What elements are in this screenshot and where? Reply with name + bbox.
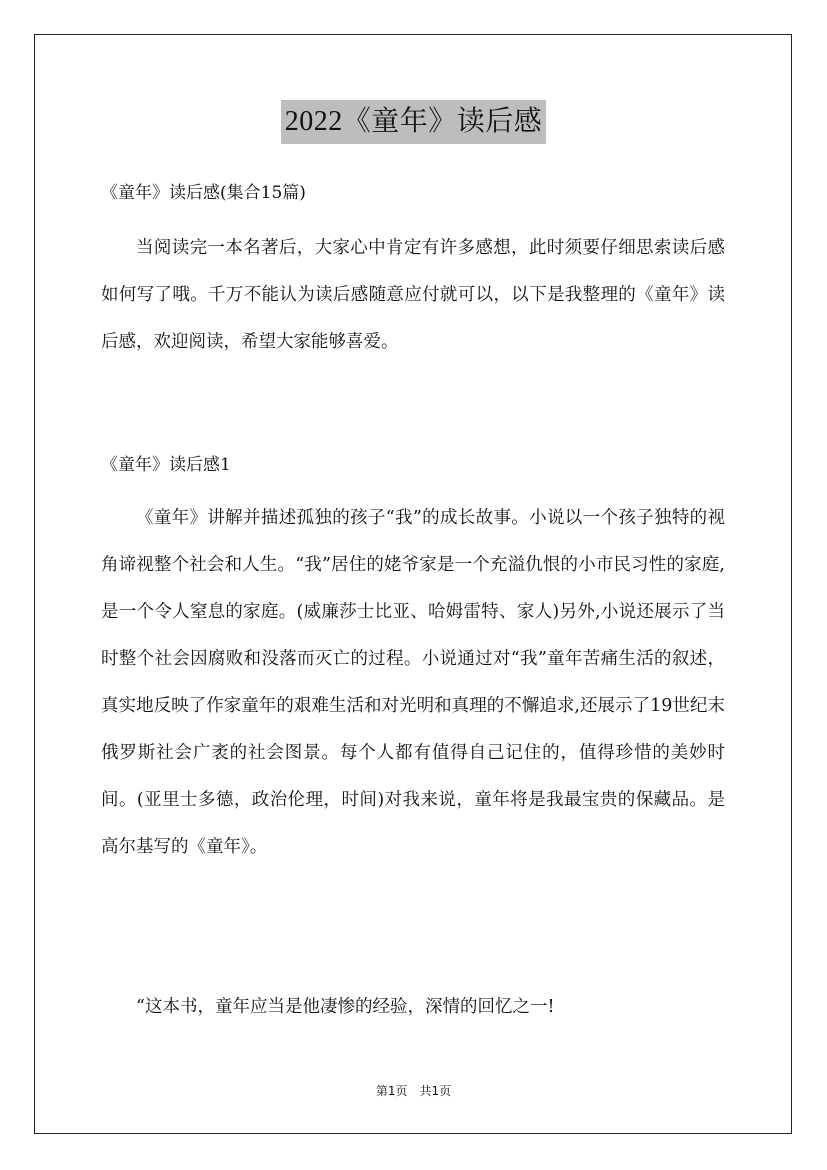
- quote-paragraph: “这本书，童年应当是他凄惨的经验，深情的回忆之一!: [136, 997, 555, 1017]
- section-heading: 《童年》读后感1: [101, 455, 231, 475]
- page-number-footer: 第1页 共1页: [375, 1084, 452, 1098]
- body-paragraph: 《童年》讲解并描述孤独的孩子“我”的成长故事。小说以一个孩子独特的视角谛视整个社会和人生。“我”居住的姥爷家是一个充溢仇恨的小市民习性的家庭,是一个令人窒息的家庭。(威廉莎士比亚、哈姆雷特、家人)另外,小说还展示了当时整个社会因腐败和没落而灭亡的过程。小说通过对“我”童年苦痛生活的叙述，真实地反映了作家童年的艰难生活和对光明和真理的不懈追求,还展示了19世纪末俄罗斯社会广袤的社会图景。每个人都有值得自己记住的，值得珍惜的美妙时间。(亚里士多德，政治伦理，时间)对我来说，童年将是我最宝贵的保藏品。是高尔基写的《童年》。: [101, 508, 725, 857]
- title-container: [0, 100, 827, 144]
- intro-paragraph: 当阅读完一本名著后，大家心中肯定有许多感想，此时须要仔细思索读后感如何写了哦。千万不能认为读后感随意应付就可以，以下是我整理的《童年》读后感，欢迎阅读，希望大家能够喜爱。: [101, 238, 725, 352]
- document-subtitle: 《童年》读后感(集合15篇): [101, 183, 306, 203]
- document-title: 2022《童年》读后感: [281, 100, 547, 144]
